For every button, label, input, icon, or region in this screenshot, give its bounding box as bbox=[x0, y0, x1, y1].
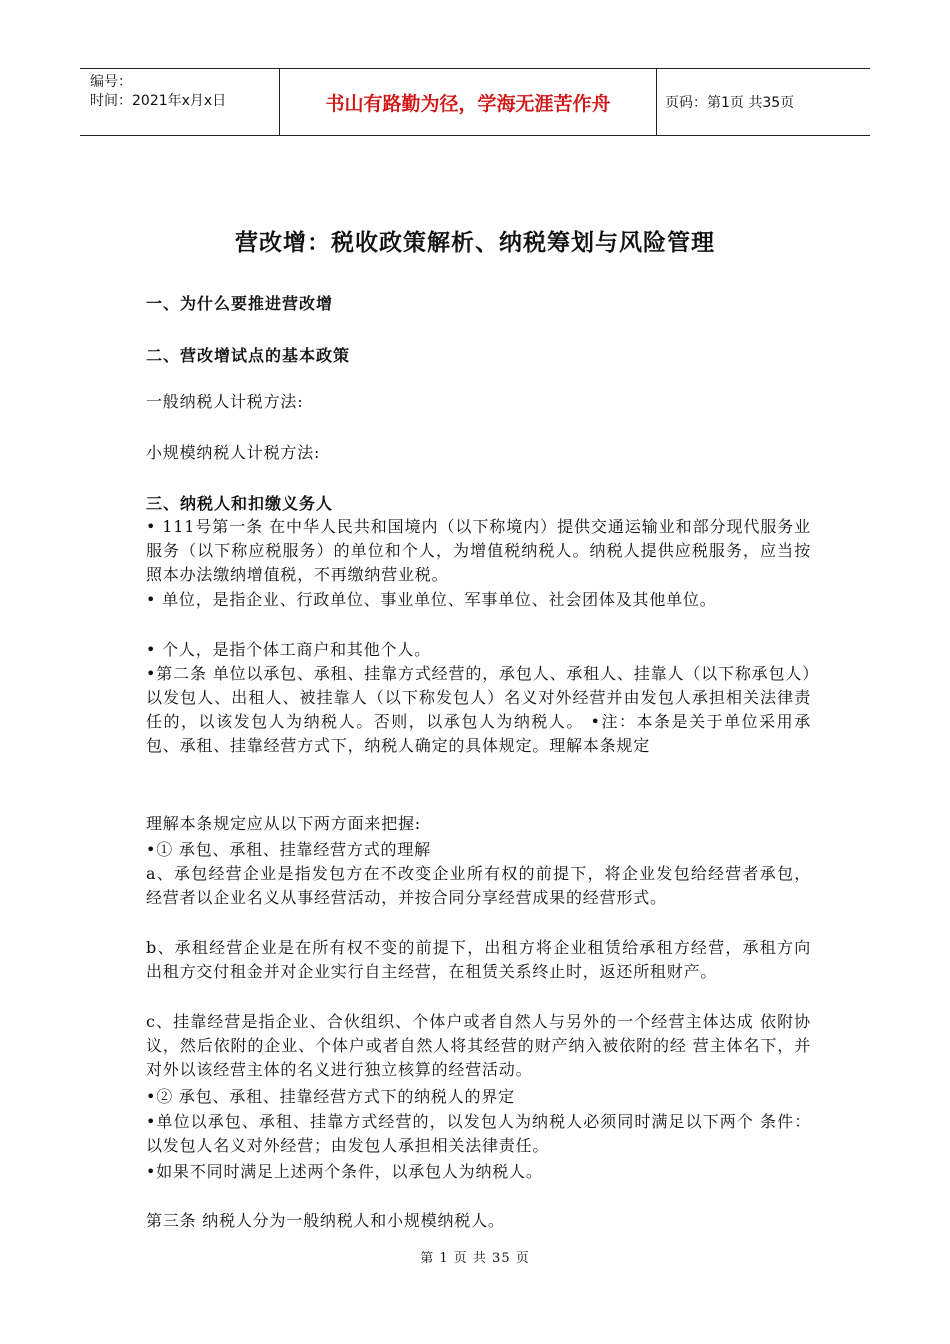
document-number-label: 编号： bbox=[90, 74, 132, 90]
document-time-label: 时间：2021年x月x日 bbox=[90, 93, 227, 109]
paragraph: • 111号第一条 在中华人民共和国境内（以下称境内）提供交通运输业和部分现代服务业服务（以下称应税服务）的单位和个人，为增值税纳税人。纳税人提供应税服务，应当按照本办法缴纳增值税，不再缴纳营业税。 bbox=[146, 517, 811, 584]
header-page-info: 页码：第1页 共35页 bbox=[665, 95, 795, 111]
section-heading-1: 一、为什么要推进营改增 bbox=[146, 294, 334, 313]
header-motto: 书山有路勤为径，学海无涯苦作舟 bbox=[280, 69, 657, 135]
paragraph: •如果不同时满足上述两个条件，以承包人为纳税人。 bbox=[146, 1162, 543, 1181]
page-footer: 第 1 页 共 35 页 bbox=[420, 1251, 530, 1266]
paragraph: • 个人，是指个体工商户和其他个人。 bbox=[146, 640, 431, 659]
paragraph: •第二条 单位以承包、承租、挂靠方式经营的，承包人、承租人、挂靠人（以下称承包人）以发包人、出租人、被挂靠人（以下称发包人）名义对外经营并由发包人承担相关法律责任的，以该发包人为纳税人。否则，以承包人为纳税人。 •注：本条是关于单位采用承包、承租、挂靠经营方式下，纳税人确定的具体规定。理解本条规定 bbox=[146, 664, 811, 755]
document-title: 营改增：税收政策解析、纳税筹划与风险管理 bbox=[235, 230, 715, 256]
paragraph: c、挂靠经营是指企业、合伙组织、个体户或者自然人与另外的一个经营主体达成 依附协议，然后依附的企业、个体户或者自然人将其经营的财产纳入被依附的经 营主体名下，并对外以该经营主体的名义进行独立核算的经营活动。 bbox=[146, 1012, 811, 1079]
paragraph: • 单位，是指企业、行政单位、事业单位、军事单位、社会团体及其他单位。 bbox=[146, 590, 717, 609]
paragraph: 一般纳税人计税方法: bbox=[146, 392, 304, 411]
section-heading-2: 二、营改增试点的基本政策 bbox=[146, 346, 351, 365]
paragraph: 第三条 纳税人分为一般纳税人和小规模纳税人。 bbox=[146, 1211, 505, 1230]
paragraph: 理解本条规定应从以下两方面来把握: bbox=[146, 814, 421, 833]
paragraph: •单位以承包、承租、挂靠方式经营的，以发包人为纳税人必须同时满足以下两个 条件：以发包人名义对外经营；由发包人承担相关法律责任。 bbox=[146, 1112, 811, 1155]
paragraph: a、承包经营企业是指发包方在不改变企业所有权的前提下，将企业发包给经营者承包，经营者以企业名义从事经营活动，并按合同分享经营成果的经营形式。 bbox=[146, 864, 811, 907]
document-header bbox=[80, 68, 870, 136]
section-heading-3: 三、纳税人和扣缴义务人 bbox=[146, 494, 334, 513]
header-meta bbox=[80, 69, 280, 135]
paragraph: •① 承包、承租、挂靠经营方式的理解 bbox=[146, 840, 431, 859]
paragraph: •② 承包、承租、挂靠经营方式下的纳税人的界定 bbox=[146, 1087, 515, 1106]
paragraph: b、承租经营企业是在所有权不变的前提下，出租方将企业租赁给承租方经营，承租方向出租方交付租金并对企业实行自主经营，在租赁关系终止时，返还所租财产。 bbox=[146, 938, 811, 981]
paragraph: 小规模纳税人计税方法: bbox=[146, 443, 321, 462]
